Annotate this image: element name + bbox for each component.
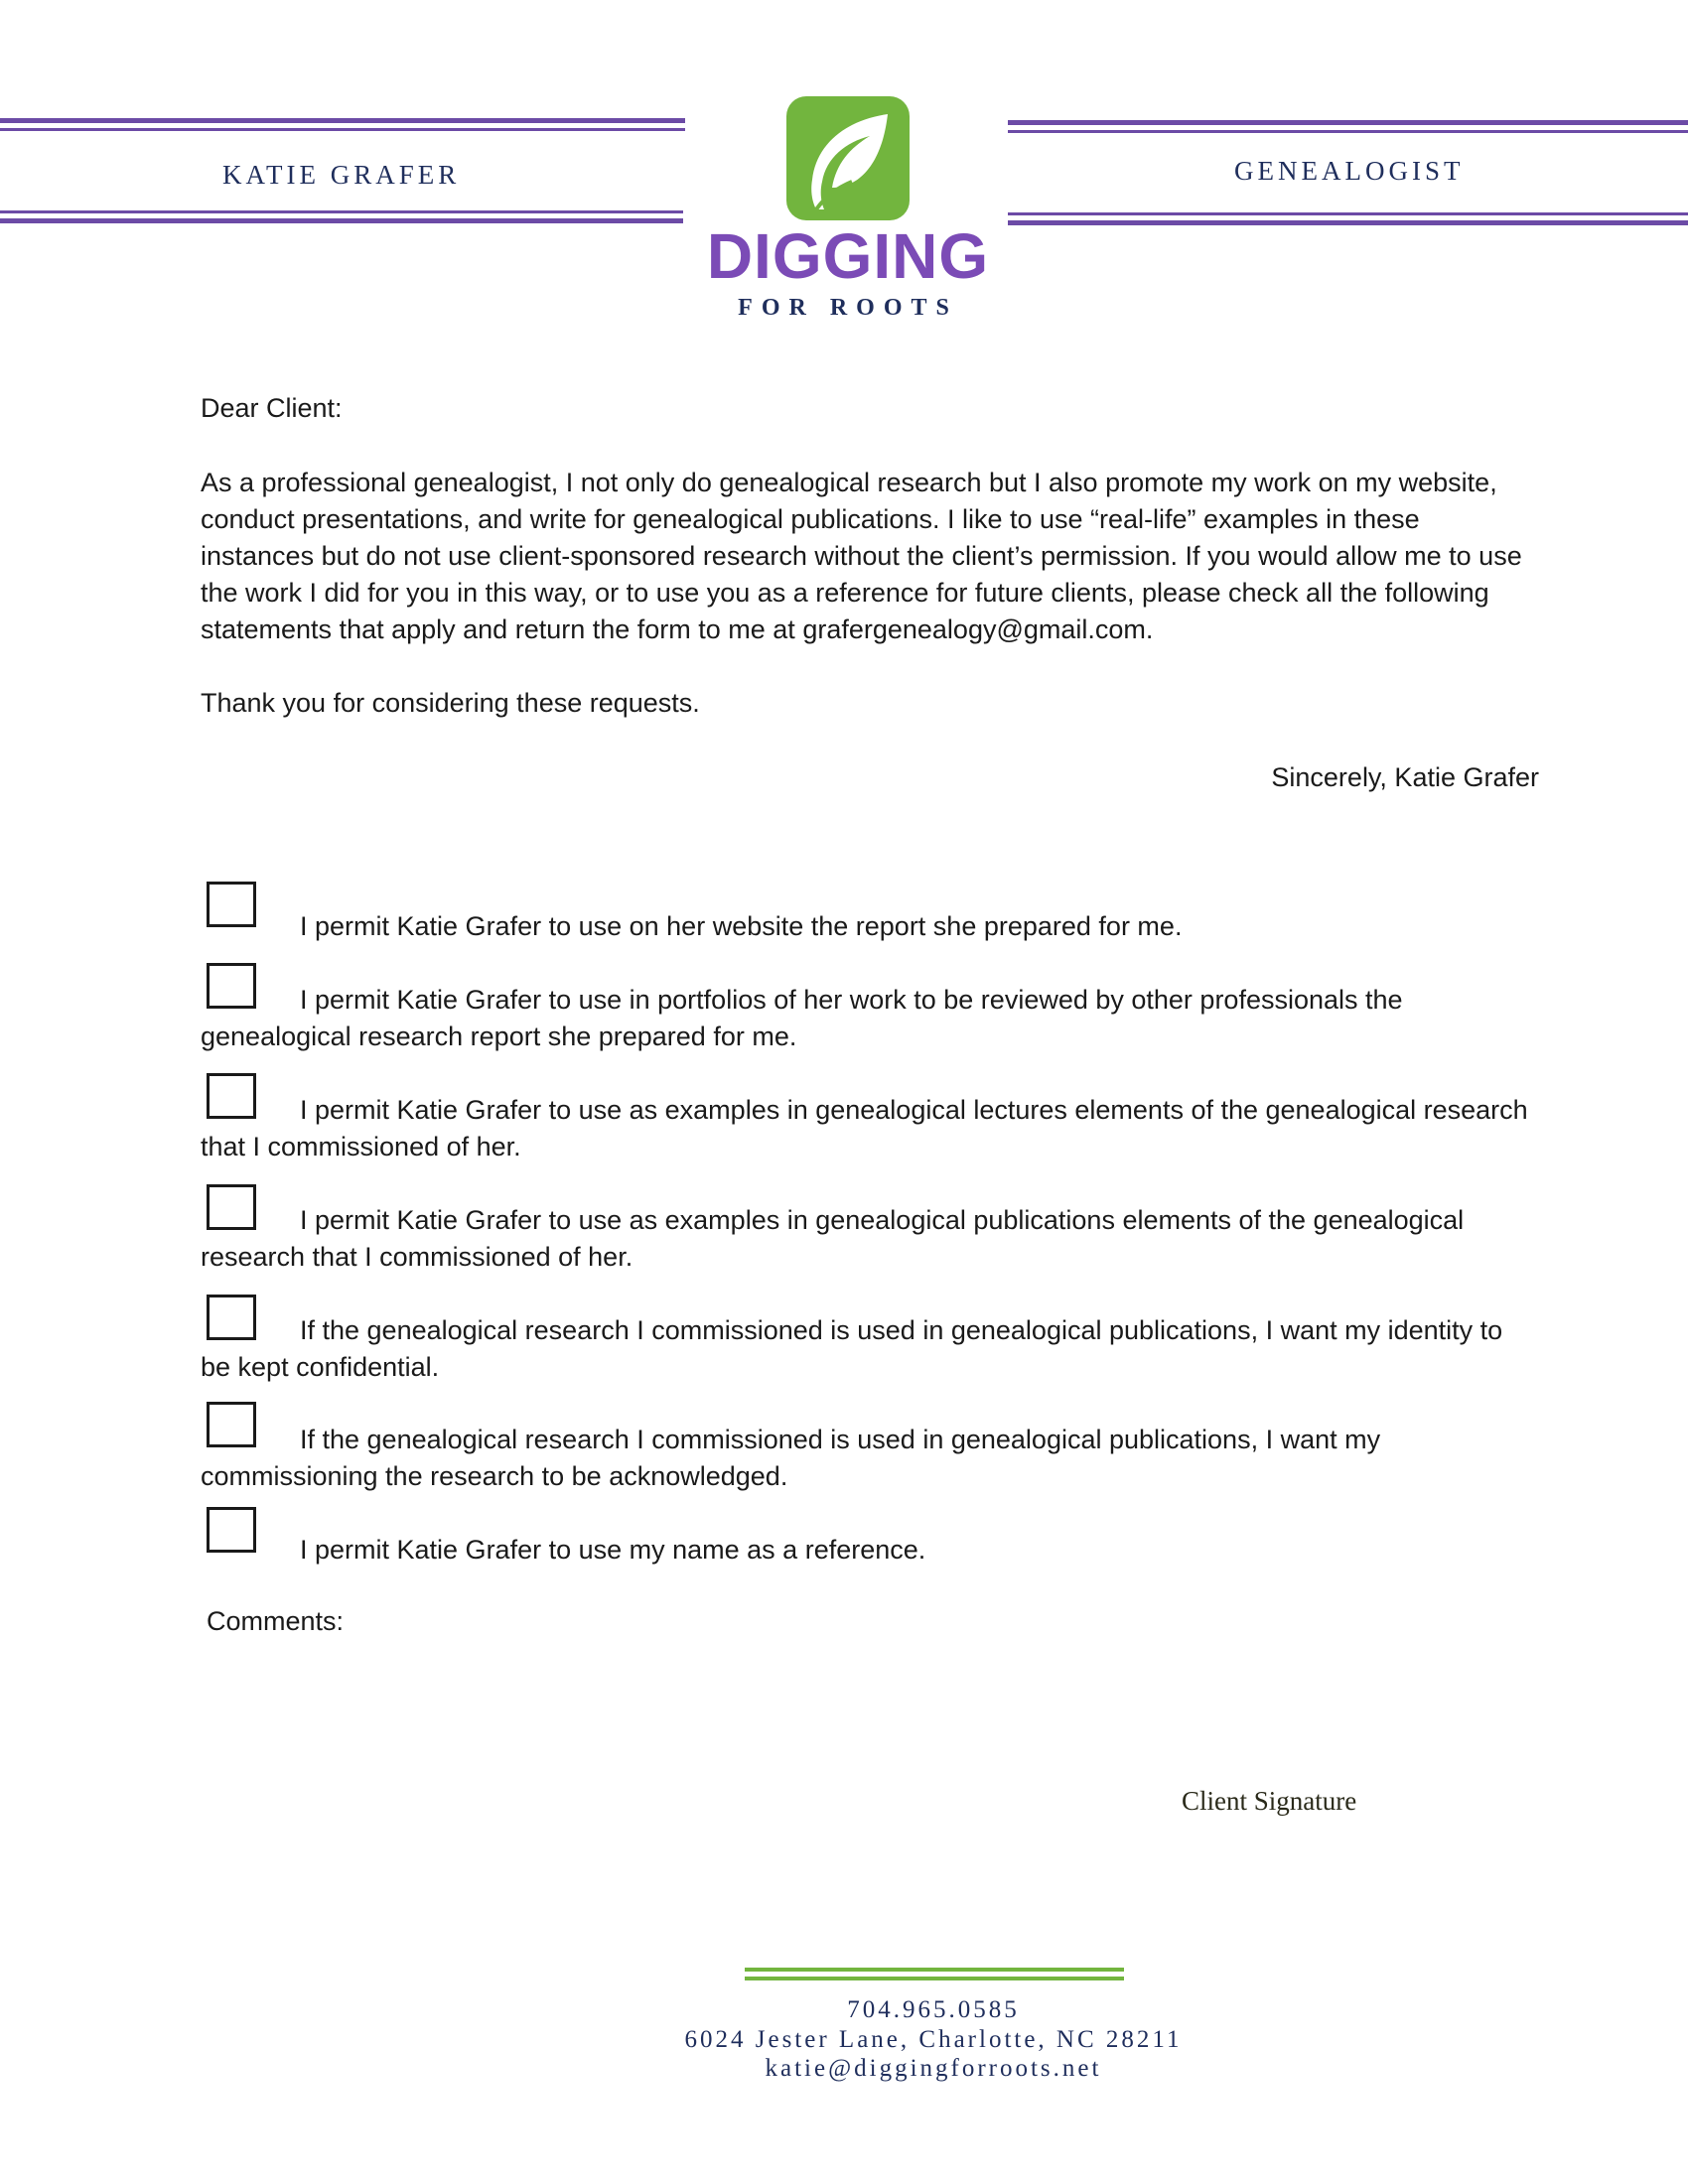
footer-phone: 704.965.0585	[847, 1996, 1020, 2023]
footer-email[interactable]: katie@diggingforroots.net	[765, 2055, 1102, 2082]
item-acknowledged: If the genealogical research I commissioned is used in genealogical publications, I want my commissioning the research to be acknowledged.	[201, 1425, 1381, 1491]
item-portfolio: I permit Katie Grafer to use in portfolios of her work to be reviewed by other professionals the genealogical research report she prepared for me.	[201, 985, 1403, 1051]
item-lectures: I permit Katie Grafer to use as examples in genealogical lectures elements of the genealogical research that I commissioned of her.	[201, 1095, 1528, 1161]
comments-label: Comments:	[207, 1606, 345, 1636]
footer-stripe-top	[745, 1968, 1124, 1972]
header-stripe-left-top	[0, 118, 685, 123]
logo-wordmark: DIGGING	[706, 220, 990, 292]
logo-subtitle: FOR ROOTS	[738, 295, 958, 321]
header-stripe-right-bottom-thin	[1008, 212, 1688, 215]
header-stripe-right-top-thin	[1008, 130, 1688, 133]
header-stripe-left-bottom	[0, 218, 683, 223]
header-stripe-left-bottom-thin	[0, 210, 683, 213]
header-title: GENEALOGIST	[1234, 156, 1465, 186]
item-website-report: I permit Katie Grafer to use on her website the report she prepared for me.	[300, 911, 1183, 941]
header-stripe-left-top-thin	[0, 128, 685, 131]
client-signature-label: Client Signature	[1182, 1786, 1357, 1816]
footer-stripe-bottom	[745, 1977, 1124, 1980]
item-name-reference: I permit Katie Grafer to use my name as a reference.	[300, 1535, 926, 1565]
letter-paragraph: As a professional genealogist, I not only do genealogical research but I also promote my work on my website, conduct presentations, and write for genealogical publications. I like to use “real-life” examples in these instances but do not use client-sponsored research without the client’s permission. If you would allow me to use the work I did for you in this way, or to use you as a reference for future clients, please check all the following statements that apply and return the form to me at grafergenealogy@gmail.com.	[201, 468, 1522, 644]
footer-address: 6024 Jester Lane, Charlotte, NC 28211	[684, 2026, 1183, 2053]
header-name: KATIE GRAFER	[222, 160, 461, 190]
salutation: Dear Client:	[201, 393, 343, 423]
comments-area[interactable]	[207, 1648, 1527, 1757]
thanks-line: Thank you for considering these requests.	[201, 688, 700, 718]
header-stripe-right-top	[1008, 120, 1688, 125]
item-publications: I permit Katie Grafer to use as examples in genealogical publications elements of the genealogical research that I commissioned of her.	[201, 1205, 1465, 1272]
item-identity-confidential: If the genealogical research I commissioned is used in genealogical publications, I want my identity to be kept confidential.	[201, 1315, 1503, 1382]
leaf-logo-icon	[786, 96, 910, 220]
header-stripe-right-bottom	[1008, 220, 1688, 225]
closing-signoff: Sincerely, Katie Grafer	[1271, 762, 1539, 792]
